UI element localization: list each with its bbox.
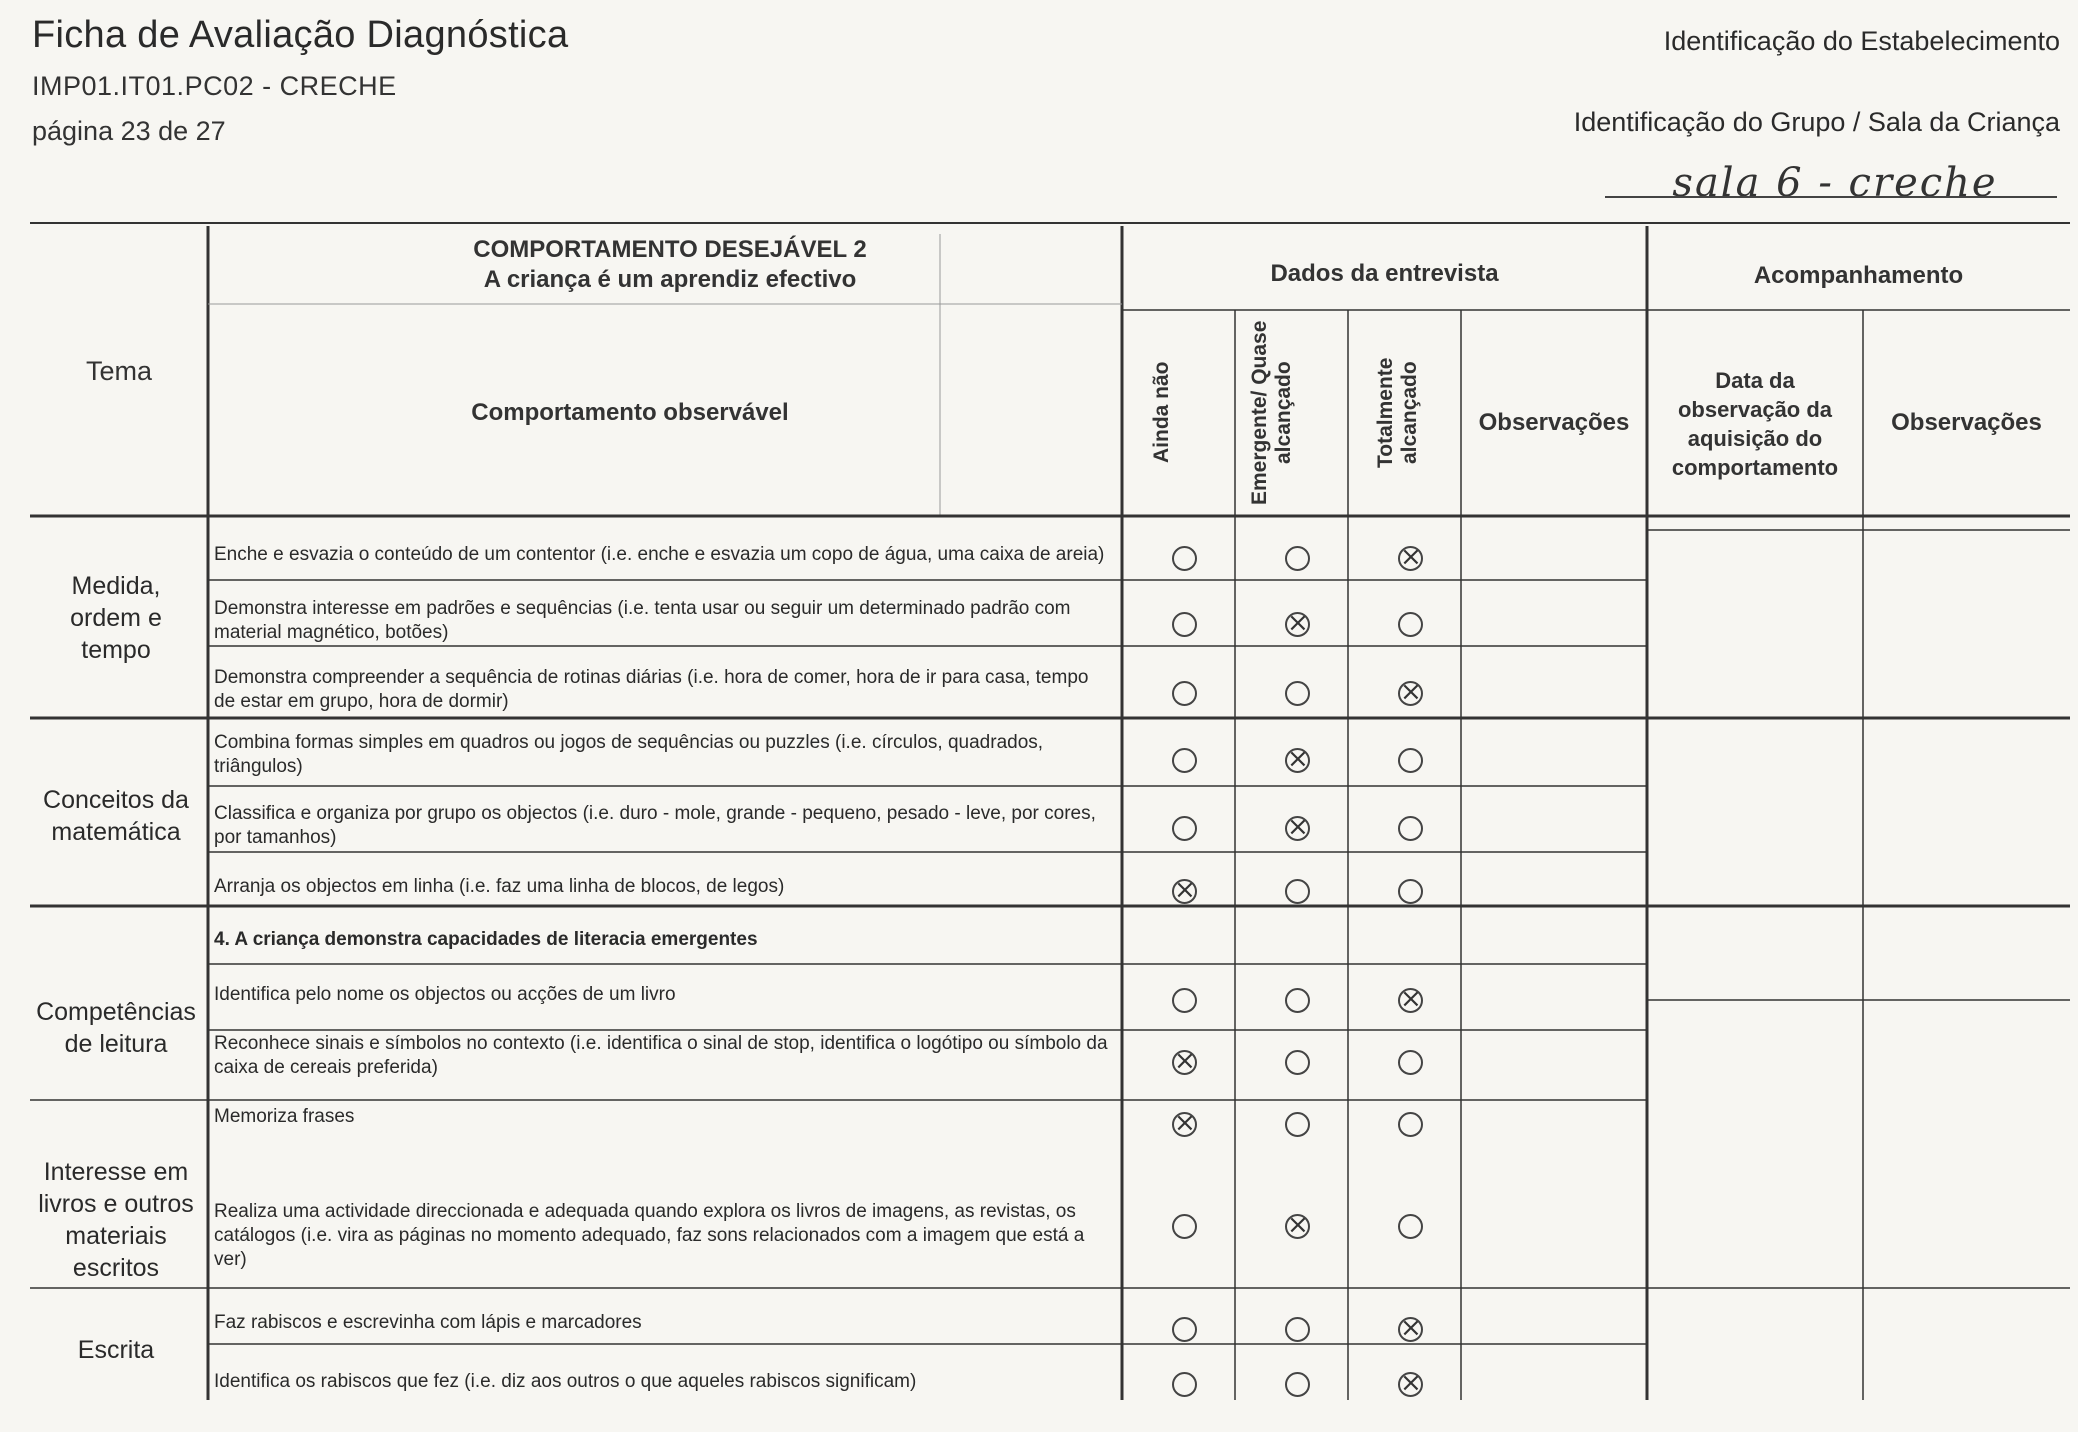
- col-header-observacoes-acompanhamento: Observações: [1891, 409, 2042, 436]
- table-row: Demonstra interesse em padrões e sequências (i.e. tenta usar ou seguir um determinado padrão com material magnético, botões): [214, 598, 1071, 643]
- table-row: Identifica os rabiscos que fez (i.e. diz aos outros o que aqueles rabiscos significam): [214, 1371, 917, 1392]
- col-header-comportamento: Comportamento observável: [471, 399, 789, 426]
- table-row: Arranja os objectos em linha (i.e. faz uma linha de blocos, de legos): [214, 876, 785, 897]
- rating-emergente-radio[interactable]: [1285, 1372, 1310, 1397]
- group-value-handwritten: sala 6 - creche: [1672, 160, 1998, 206]
- rating-emergente-radio[interactable]: [1285, 748, 1310, 773]
- tema-conceitos-matematica: Conceitos da matemática: [43, 786, 189, 846]
- subsection-title: 4. A criança demonstra capacidades de literacia emergentes: [214, 929, 758, 950]
- rating-totalmente-radio[interactable]: [1398, 748, 1423, 773]
- table-row: Classifica e organiza por grupo os objectos (i.e. duro - mole, grande - pequeno, pesado - leve, por cores, por tamanhos): [214, 803, 1096, 848]
- group-label: Identificação do Grupo / Sala da Criança: [1573, 107, 2060, 137]
- establishment-label: Identificação do Estabelecimento: [1663, 26, 2060, 56]
- rating-totalmente-radio[interactable]: [1398, 546, 1423, 571]
- rating-emergente-radio[interactable]: [1285, 879, 1310, 904]
- rating-totalmente-radio[interactable]: [1398, 612, 1423, 637]
- table-row: Memoriza frases: [214, 1106, 355, 1127]
- page-number: página 23 de 27: [32, 116, 226, 146]
- rating-emergente-radio[interactable]: [1285, 988, 1310, 1013]
- table-row: Enche e esvazia o conteúdo de um contentor (i.e. enche e esvazia um copo de água, uma caixa de areia): [214, 544, 1105, 565]
- rating-ainda-radio[interactable]: [1172, 748, 1197, 773]
- rating-totalmente-radio[interactable]: [1398, 879, 1423, 904]
- table-row: Reconhece sinais e símbolos no contexto (i.e. identifica o sinal de stop, identifica o logótipo ou símbolo da caixa de cereais preferida): [214, 1033, 1108, 1078]
- rating-totalmente-radio[interactable]: [1398, 816, 1423, 841]
- rating-ainda-radio[interactable]: [1172, 988, 1197, 1013]
- table-row: Demonstra compreender a sequência de rotinas diárias (i.e. hora de comer, hora de ir para casa, tempo de estar em grupo, hora de dormir): [214, 667, 1089, 712]
- rating-emergente-radio[interactable]: [1285, 681, 1310, 706]
- rating-ainda-radio[interactable]: [1172, 1050, 1197, 1075]
- group-header-entrevista: Dados da entrevista: [1270, 260, 1499, 287]
- rating-totalmente-radio[interactable]: [1398, 1317, 1423, 1342]
- section-title: [260, 236, 1080, 294]
- col-header-emergente: Emergente/ Quase alcançado: [1248, 320, 1295, 505]
- col-header-totalmente: Totalmente alcançado: [1374, 357, 1421, 468]
- rating-emergente-radio[interactable]: [1285, 1112, 1310, 1137]
- group-header-acompanhamento: Acompanhamento: [1753, 262, 1964, 289]
- tema-escrita: Escrita: [77, 1336, 155, 1364]
- rating-ainda-radio[interactable]: [1172, 546, 1197, 571]
- rating-emergente-radio[interactable]: [1285, 546, 1310, 571]
- table-row: Realiza uma actividade direccionada e adequada quando explora os livros de imagens, as revistas, os catálogos (i.e. vira as páginas no momento adequado, faz sons relacionados com a imagem que está a ver): [214, 1201, 1085, 1270]
- rating-ainda-radio[interactable]: [1172, 879, 1197, 904]
- rating-totalmente-radio[interactable]: [1398, 681, 1423, 706]
- rating-totalmente-radio[interactable]: [1398, 988, 1423, 1013]
- rating-ainda-radio[interactable]: [1172, 1112, 1197, 1137]
- rating-emergente-radio[interactable]: [1285, 816, 1310, 841]
- document-code: IMP01.IT01.PC02 - CRECHE: [32, 71, 397, 101]
- rating-emergente-radio[interactable]: [1285, 1050, 1310, 1075]
- rating-ainda-radio[interactable]: [1172, 681, 1197, 706]
- rating-emergente-radio[interactable]: [1285, 1317, 1310, 1342]
- rating-ainda-radio[interactable]: [1172, 816, 1197, 841]
- section-title-line1: COMPORTAMENTO DESEJÁVEL 2: [473, 236, 867, 263]
- rating-ainda-radio[interactable]: [1172, 612, 1197, 637]
- rating-ainda-radio[interactable]: [1172, 1317, 1197, 1342]
- rating-totalmente-radio[interactable]: [1398, 1050, 1423, 1075]
- table-row: Faz rabiscos e escrevinha com lápis e marcadores: [214, 1312, 642, 1333]
- rating-totalmente-radio[interactable]: [1398, 1214, 1423, 1239]
- tema-interesse-livros: Interesse em livros e outros materiais escritos: [38, 1158, 194, 1282]
- table-row: Combina formas simples em quadros ou jogos de sequências ou puzzles (i.e. círculos, quadrados, triângulos): [214, 732, 1044, 777]
- rating-totalmente-radio[interactable]: [1398, 1112, 1423, 1137]
- col-header-observacoes: Observações: [1478, 409, 1630, 436]
- section-title-line2: A criança é um aprendiz efectivo: [483, 266, 857, 293]
- rating-emergente-radio[interactable]: [1285, 1214, 1310, 1239]
- tema-competencias-leitura: Competências de leitura: [36, 998, 196, 1058]
- document-title: Ficha de Avaliação Diagnóstica: [32, 14, 569, 56]
- rating-emergente-radio[interactable]: [1285, 612, 1310, 637]
- col-header-data-observacao: Data da observação da aquisição do comportamento: [1671, 368, 1839, 480]
- rating-ainda-radio[interactable]: [1172, 1372, 1197, 1397]
- col-header-ainda-nao: Ainda não: [1150, 361, 1173, 464]
- tema-medida-ordem-tempo: Medida, ordem e tempo: [70, 572, 162, 664]
- rating-ainda-radio[interactable]: [1172, 1214, 1197, 1239]
- rating-totalmente-radio[interactable]: [1398, 1372, 1423, 1397]
- table-row: Identifica pelo nome os objectos ou acções de um livro: [214, 984, 676, 1005]
- col-header-tema: Tema: [85, 356, 153, 386]
